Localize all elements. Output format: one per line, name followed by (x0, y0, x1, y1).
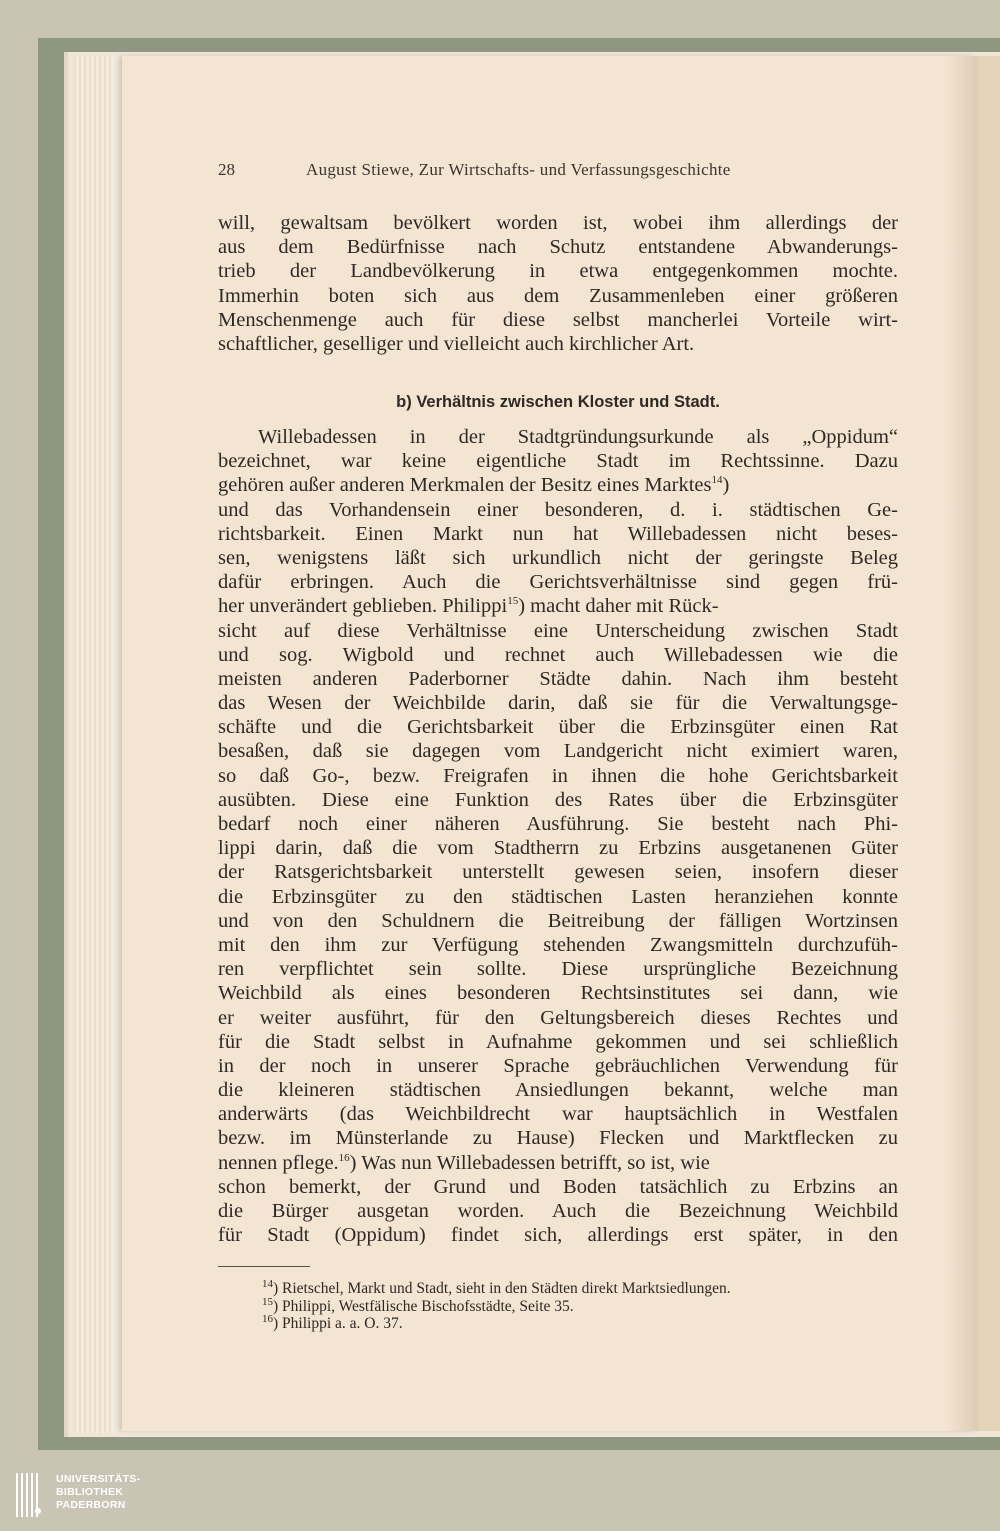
text-line: in der noch in unserer Sprache gebräuchlichen Verwendung für (218, 1054, 898, 1077)
text-line (218, 1151, 898, 1175)
text-line: trieb der Landbevölkerung in etwa entgegenkommen mochte. (218, 260, 898, 283)
text-line: schäfte und die Gerichtsbarkeit über die Erbzinsgüter einen Rat (218, 716, 898, 739)
text-line: und sog. Wigbold und rechnet auch Willebadessen wie die (218, 643, 898, 666)
text-line: Willebadessen in der Stadtgründungsurkunde als „Oppidum“ (258, 426, 898, 448)
text-line: richtsbarkeit. Einen Markt nun hat Willebadessen nicht beses- (218, 522, 898, 545)
text-line: will, gewaltsam bevölkert worden ist, wobei ihm allerdings der (218, 212, 898, 234)
text-segment: ) Was nun Willebadessen betrifft, so ist, wie (349, 1151, 710, 1174)
footnote-number: 14 (262, 1277, 273, 1290)
spine-shadow (946, 56, 978, 1431)
running-title: August Stiewe, Zur Wirtschafts- und Verfassungsgeschichte (306, 160, 731, 179)
text-line: die kleineren städtischen Ansiedlungen bekannt, welche man (218, 1079, 898, 1102)
text-line: schon bemerkt, der Grund und Boden tatsächlich zu Erbzins an (218, 1175, 898, 1198)
page-header (218, 160, 836, 188)
footnote-ref-14[interactable]: 14 (711, 474, 723, 487)
footnote-14 (262, 1277, 902, 1298)
footnotes (262, 1277, 902, 1333)
text-segment: her unverändert geblieben. Philippi (218, 595, 508, 618)
footnote-text: ) Philippi, Westfälische Bischofsstädte, Seite 35. (273, 1297, 574, 1315)
text-line: besaßen, daß sie dagegen vom Landgericht nicht eximiert waren, (218, 740, 898, 763)
text-line: aus dem Bedürfnisse nach Schutz entstandene Abwanderungs- (218, 236, 898, 259)
text-line: bezeichnet, war keine eigentliche Stadt im Rechtssinne. Dazu (218, 450, 898, 473)
text-line: so daß Go-, bezw. Freigrafen in ihnen die hohe Gerichtsbarkeit (218, 764, 898, 787)
logo-line: BIBLIOTHEK (56, 1486, 124, 1498)
text-line: ren verpflichtet sein sollte. Diese ursprüngliche Bezeichnung (218, 958, 898, 981)
text-line: für Stadt (Oppidum) findet sich, allerdings erst später, in den (218, 1224, 898, 1247)
footnote-text: ) Philippi a. a. O. 37. (273, 1315, 403, 1332)
text-line: die Erbzinsgüter zu den städtischen Lasten heranziehen konnte (218, 885, 898, 908)
text-line: und von den Schuldnern die Beitreibung der fälligen Wortzinsen (218, 909, 898, 932)
library-logo-icon (16, 1473, 46, 1517)
paragraph-1 (218, 211, 898, 356)
text-line: Weichbild als eines besonderen Rechtsinstitutes sei dann, wie (218, 982, 898, 1005)
text-line (218, 473, 898, 497)
text-line: sicht auf diese Verhältnisse eine Unterscheidung zwischen Stadt (218, 619, 898, 642)
text-line: bedarf noch einer näheren Ausführung. Sie besteht nach Phi- (218, 813, 898, 835)
footnote-15 (262, 1295, 902, 1316)
text-line: das Wesen der Weichbilde darin, daß sie für die Verwaltungsge- (218, 692, 898, 715)
text-line: Menschenmenge auch für diese selbst mancherlei Vorteile wirt- (218, 308, 898, 331)
footnote-text: ) Rietschel, Markt und Stadt, sieht in den Städten direkt Marktsiedlungen. (273, 1280, 731, 1297)
library-logo-text (56, 1473, 140, 1512)
footnote-16 (262, 1312, 902, 1333)
logo-line: PADERBORN (56, 1499, 126, 1511)
text-segment: nennen pflege. (218, 1151, 339, 1174)
text-line: lippi darin, daß die vom Stadtherrn zu Erbzins ausgetanenen Güter (218, 837, 898, 860)
text-line: für die Stadt selbst in Aufnahme gekommen und sei schließlich (218, 1030, 898, 1053)
library-logo (16, 1471, 166, 1521)
text-line: und das Vorhandensein einer besonderen, d. i. städtischen Ge- (218, 498, 898, 521)
logo-line: UNIVERSITÄTS- (56, 1473, 141, 1485)
footnote-rule (218, 1266, 310, 1267)
text-line: bezw. im Münsterlande zu Hause) Flecken und Marktflecken zu (218, 1127, 898, 1150)
text-segment: gehören außer anderen Merkmalen der Besitz eines Marktes (218, 474, 712, 497)
text-line (218, 594, 898, 618)
page-number: 28 (218, 160, 235, 179)
footnote-ref-15[interactable]: 15 (507, 595, 519, 608)
text-line: er weiter ausführt, für den Geltungsbereich dieses Rechtes und (218, 1006, 898, 1029)
text-line: sen, wenigstens läßt sich urkundlich nicht der geringste Beleg (218, 546, 898, 569)
text-line: schaftlicher, geselliger und vielleicht auch kirchlicher Art. (218, 332, 695, 355)
footnote-number: 15 (262, 1295, 273, 1308)
section-heading: b) Verhältnis zwischen Kloster und Stadt. (396, 393, 720, 411)
text-line: der Ratsgerichtsbarkeit unterstellt gewesen seien, insofern dieser (218, 861, 898, 884)
text-line: ausübten. Diese eine Funktion des Rates über die Erbzinsgüter (218, 788, 898, 811)
text-segment: ) (722, 474, 730, 497)
footnote-ref-16[interactable]: 16 (338, 1151, 350, 1164)
text-segment: ) macht daher mit Rück- (518, 595, 719, 618)
book-edge (978, 56, 1000, 1431)
text-line: Immerhin boten sich aus dem Zusammenleben einer größeren (218, 284, 898, 307)
text-line: dafür erbringen. Auch die Gerichtsverhältnisse sind gegen frü- (218, 571, 898, 594)
text-line: anderwärts (das Weichbildrecht war hauptsächlich in Westfalen (218, 1103, 898, 1126)
text-line: die Bürger ausgetan worden. Auch die Bezeichnung Weichbild (218, 1200, 898, 1222)
paragraph-2 (218, 425, 898, 1247)
text-line: meisten anderen Paderborner Städte dahin. Nach ihm besteht (218, 667, 898, 690)
text-line: mit den ihm zur Verfügung stehenden Zwangsmitteln durchzufüh- (218, 933, 898, 956)
footnote-number: 16 (262, 1312, 273, 1325)
